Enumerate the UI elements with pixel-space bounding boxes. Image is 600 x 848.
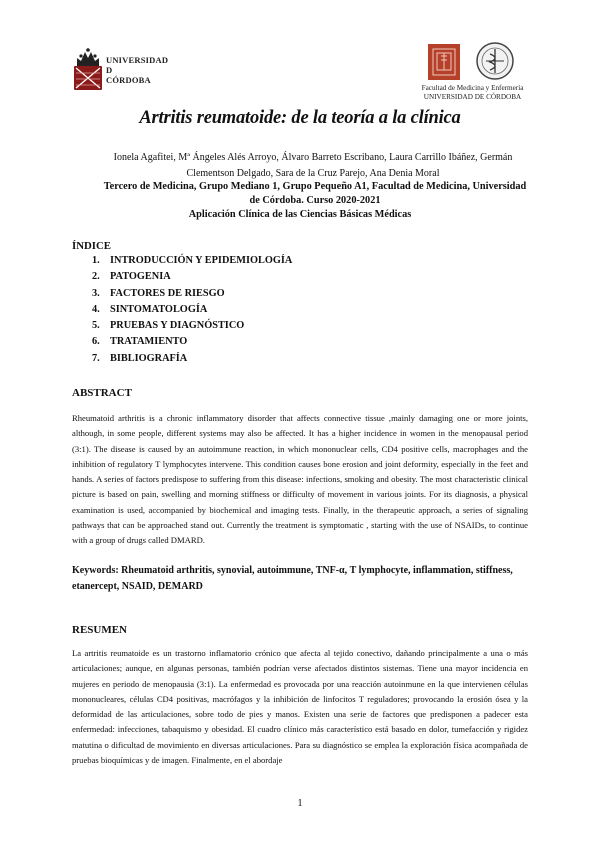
toc-item[interactable]: 1. INTRODUCCIÓN Y EPIDEMIOLOGÍA — [92, 255, 293, 266]
resumen-text: La artritis reumatoide es un trastorno inflamatorio crónico que afecta al tejido conectivo, dañando principalmente a una o más articulaciones; aunque, en algunas personas, también podrían verse afectados distintos sistemas. Tiene una mayor incidencia en mujeres en periodo de menopausia (3:1). La enfermedad es provocada por una reacción autoinmune en la que intervienen células mononucleares, células CD4 positivas, macrófagos y la inhibición de linfocitos T reguladores; provocando la erosión ósea y la deformidad de las articulaciones, sobre todo de pies y manos. Existen una serie de factores que predisponen a padecer esta enfermedad: infecciones, tabaquismo y obesidad. El cuadro clínico más característico está basado en dolor, tumefacción y rigidez matutina o dificultad de movimiento en diversas articulaciones. Para su diagnóstico se emplea la exploración física acompañada de pruebas bioquímicas y de imagen. Finalmente, en el abordaje — [72, 648, 528, 766]
faculty-logo-text: Facultad de Medicina y Enfermería UNIVERSIDAD DE CÓRDOBA — [421, 84, 524, 101]
authors — [88, 150, 538, 182]
toc-item[interactable]: 2. PATOGENIA — [92, 271, 171, 283]
toc-item[interactable]: 3. FACTORES DE RIESGO — [92, 287, 225, 299]
keywords-text: Rheumatoid arthritis, synovial, autoimmune, TNF-α, T lymphocyte, inflammation, stiffness, etanercept, NSAID, DEMARD — [72, 565, 513, 592]
abstract-heading: ABSTRACT — [72, 387, 132, 399]
affiliation: Tercero de Medicina, Grupo Mediano 1, Grupo Pequeño A1, Facultad de Medicina, Universidad de Córdoba. Curso 2020-2021 — [103, 181, 527, 206]
toc-item[interactable]: 6. TRATAMIENTO — [92, 336, 188, 348]
index-heading: ÍNDICE — [72, 240, 111, 252]
university-logo — [72, 46, 169, 96]
university-logo-text: UNIVERSIDAD D CÓRDOBA — [106, 55, 169, 85]
university-crest-icon — [72, 46, 104, 92]
page-number: 1 — [297, 798, 303, 809]
abstract-text: Rheumatoid arthritis is a chronic inflammatory disorder that affects connective tissue ,mainly damaging one or more joints, although, in some people, different systems may also be affected. It has a higher incidence in women in the menopausal period (3:1). The disease is caused by an autoimmune reaction, in which mononuclear cells, CD4 positive cells, macrophages and the inhibition of regulatory T lymphocytes intervene. This condition causes bone erosion and joint deformity, especially in the feet and hands. A series of factors predispose to suffering from this disease: infections, smoking and obesity. The most characteristic clinical picture is based on pain, swelling and morning stiffness or difficulty of movement in various joints. For its diagnosis, a physical examination is used, accompanied by biochemical and imaging tests. Finally, in the therapeutic approach, a series of signaling pathways that can be approached stand out. Currently the treatment is symptomatic , starting with the use of NSAIDs, to continue with a group of drugs called DMARD. — [72, 413, 528, 546]
toc-item[interactable]: 4. SINTOMATOLOGÍA — [92, 303, 208, 315]
keywords-label: Keywords: — [72, 565, 119, 576]
table-of-contents — [92, 253, 292, 367]
keywords — [72, 563, 528, 594]
toc-item[interactable]: 5. PRUEBAS Y DIAGNÓSTICO — [92, 320, 245, 332]
authors-line-2: Clementson Delgado, Sara de la Cruz Parejo, Ana Denia Moral — [186, 168, 440, 179]
resumen-heading: RESUMEN — [72, 624, 128, 636]
authors-line-1: Ionela Agafitei, Mª Ángeles Alés Arroyo, Álvaro Barreto Escribano, Laura Carrillo Ibáñez, Germán — [113, 152, 513, 163]
faculty-emblem-icon — [400, 40, 545, 84]
toc-item[interactable]: 7. BIBLIOGRAFÍA — [92, 352, 188, 364]
faculty-logo — [400, 40, 545, 106]
course-name: Aplicación Clínica de las Ciencias Básicas Médicas — [188, 209, 412, 220]
paper-title: Artritis reumatoide: de la teoría a la clínica — [139, 108, 461, 128]
